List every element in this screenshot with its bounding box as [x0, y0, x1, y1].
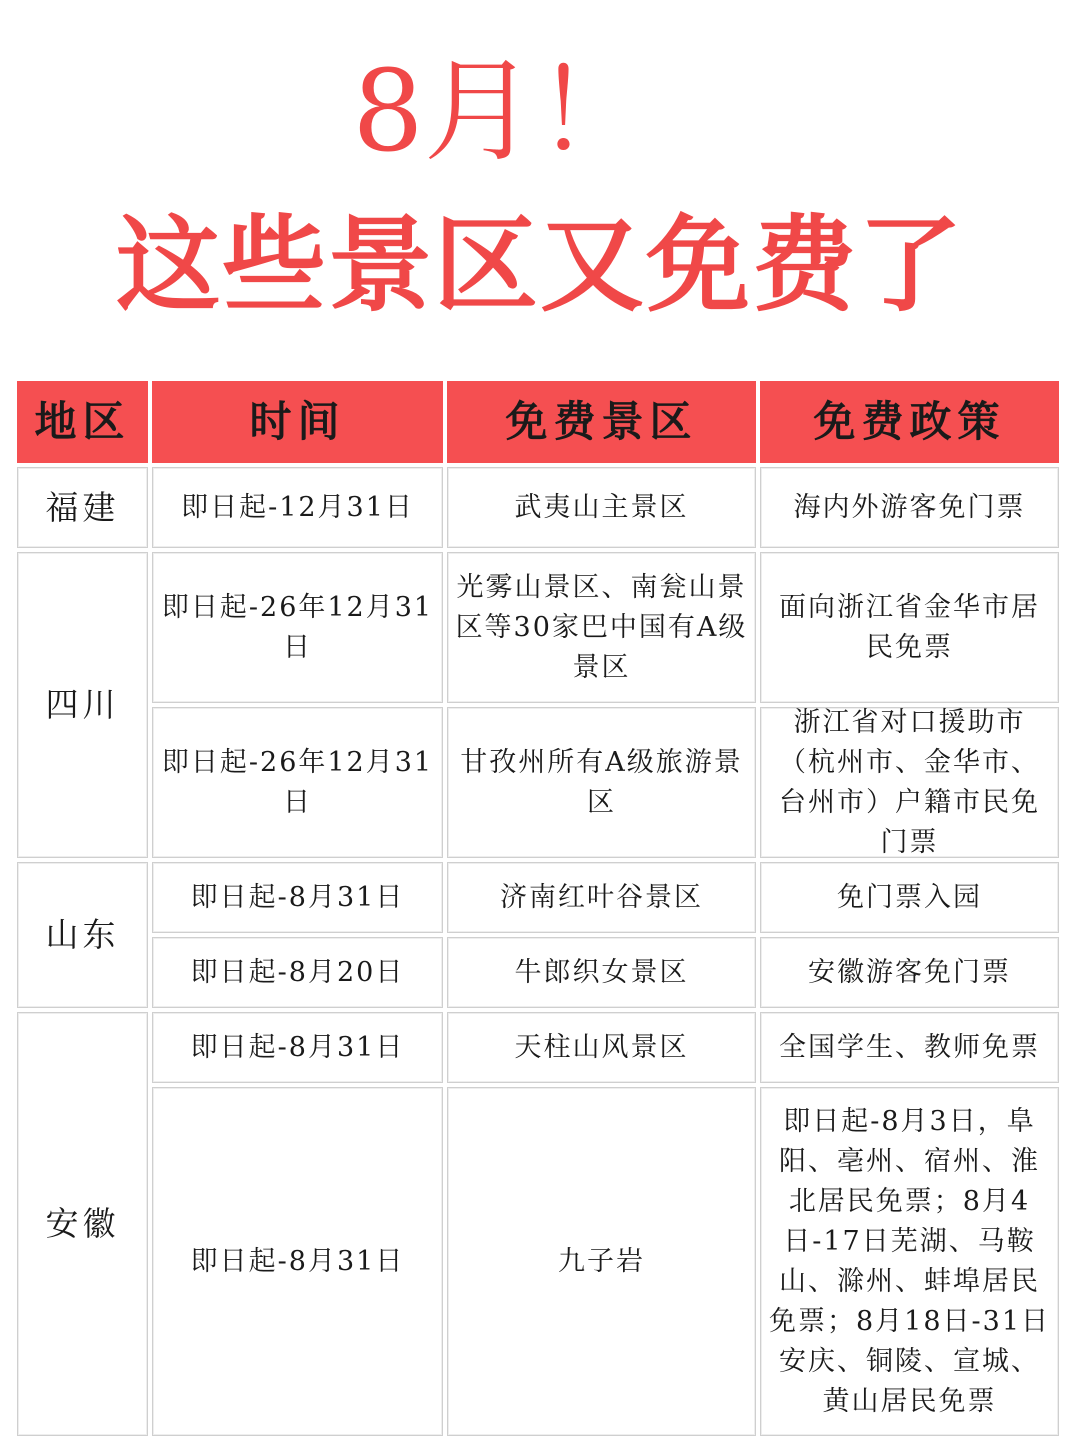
row-policy: 安徽游客免门票	[760, 937, 1059, 1008]
row-spot: 光雾山景区、南瓮山景区等30家巴中国有A级景区	[447, 552, 756, 703]
header-policy: 免费政策	[760, 381, 1059, 463]
header-spot: 免费景区	[447, 381, 756, 463]
row-policy: 即日起-8月3日，阜阳、亳州、宿州、淮北居民免票；8月4日-17日芜湖、马鞍山、滁州、蚌埠居民免票；8月18日-31日安庆、铜陵、宣城、黄山居民免票	[760, 1087, 1059, 1436]
row-spot: 牛郎织女景区	[447, 937, 756, 1008]
header-region: 地区	[17, 381, 148, 463]
title-line-1: 8月！	[352, 47, 648, 177]
row-policy: 浙江省对口援助市（杭州市、金华市、台州市）户籍市民免门票	[760, 707, 1059, 858]
region-anhui: 安徽	[17, 1012, 148, 1436]
title-line-2: 这些景区又免费了	[115, 203, 964, 326]
free-scenic-spots-table	[15, 379, 1061, 1438]
row-spot: 武夷山主景区	[447, 467, 756, 548]
row-spot: 济南红叶谷景区	[447, 862, 756, 933]
row-time: 即日起-8月31日	[152, 862, 443, 933]
row-policy: 免门票入园	[760, 862, 1059, 933]
region-shandong: 山东	[17, 862, 148, 1008]
row-time: 即日起-12月31日	[152, 467, 443, 548]
row-policy: 全国学生、教师免票	[760, 1012, 1059, 1083]
row-policy: 面向浙江省金华市居民免票	[760, 552, 1059, 703]
row-spot: 九子岩	[447, 1087, 756, 1436]
row-time: 即日起-8月20日	[152, 937, 443, 1008]
row-spot: 甘孜州所有A级旅游景区	[447, 707, 756, 858]
row-time: 即日起-26年12月31日	[152, 552, 443, 703]
row-spot: 天柱山风景区	[447, 1012, 756, 1083]
row-time: 即日起-8月31日	[152, 1087, 443, 1436]
header-time: 时间	[152, 381, 443, 463]
region-fujian: 福建	[17, 467, 148, 548]
row-time: 即日起-26年12月31日	[152, 707, 443, 858]
row-policy: 海内外游客免门票	[760, 467, 1059, 548]
region-sichuan: 四川	[17, 552, 148, 858]
row-time: 即日起-8月31日	[152, 1012, 443, 1083]
